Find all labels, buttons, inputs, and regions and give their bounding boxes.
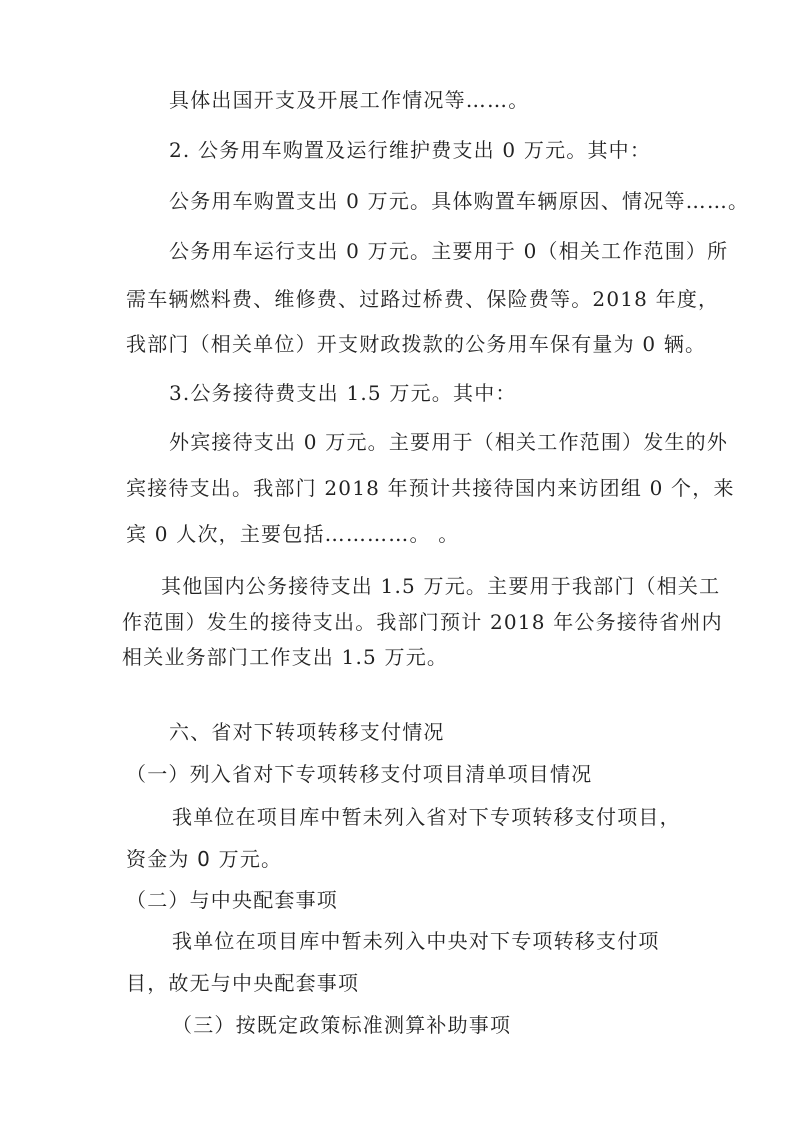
text-line: 宾 0 人次，主要包括…………。 。 [126, 522, 460, 546]
text-line: 我单位在项目库中暂未列入中央对下专项转移支付项 [172, 929, 660, 953]
section-heading: 六、省对下转项转移支付情况 [169, 720, 445, 744]
text-line: 3.公务接待费支出 1.5 万元。其中： [169, 381, 517, 405]
subsection-heading: （一）列入省对下专项转移支付项目清单项目情况 [126, 762, 593, 786]
text-line: 具体出国开支及开展工作情况等……。 [169, 88, 530, 112]
text-line: 其他国内公务接待支出 1.5 万元。主要用于我部门（相关工 [161, 574, 721, 598]
text-line: 作范围）发生的接待支出。我部门预计 2018 年公务接待省州内 [122, 610, 723, 634]
text-line: 宾接待支出。我部门 2018 年预计共接待国内来访团组 0 个，来 [126, 476, 735, 500]
text-line: 公务用车购置支出 0 万元。具体购置车辆原因、情况等……。 [169, 189, 750, 213]
text-line: 需车辆燃料费、维修费、过路过桥费、保险费等。2018 年度， [126, 287, 720, 311]
text-line: 资金为 0 万元。 [126, 847, 283, 871]
text-line: 2. 公务用车购置及运行维护费支出 0 万元。其中： [169, 138, 652, 162]
subsection-heading: （二）与中央配套事项 [126, 888, 338, 912]
subsection-heading: （三）按既定政策标准测算补助事项 [172, 1013, 512, 1037]
text-line: 公务用车运行支出 0 万元。主要用于 0（相关工作范围）所 [169, 239, 729, 263]
text-line: 外宾接待支出 0 万元。主要用于（相关工作范围）发生的外 [169, 430, 729, 454]
text-line: 目，故无与中央配套事项 [126, 971, 360, 995]
text-line: 我单位在项目库中暂未列入省对下专项转移支付项目， [172, 805, 681, 829]
text-line: 相关业务部门工作支出 1.5 万元。 [122, 645, 449, 669]
text-line: 我部门（相关单位）开支财政拨款的公务用车保有量为 0 辆。 [126, 332, 707, 356]
